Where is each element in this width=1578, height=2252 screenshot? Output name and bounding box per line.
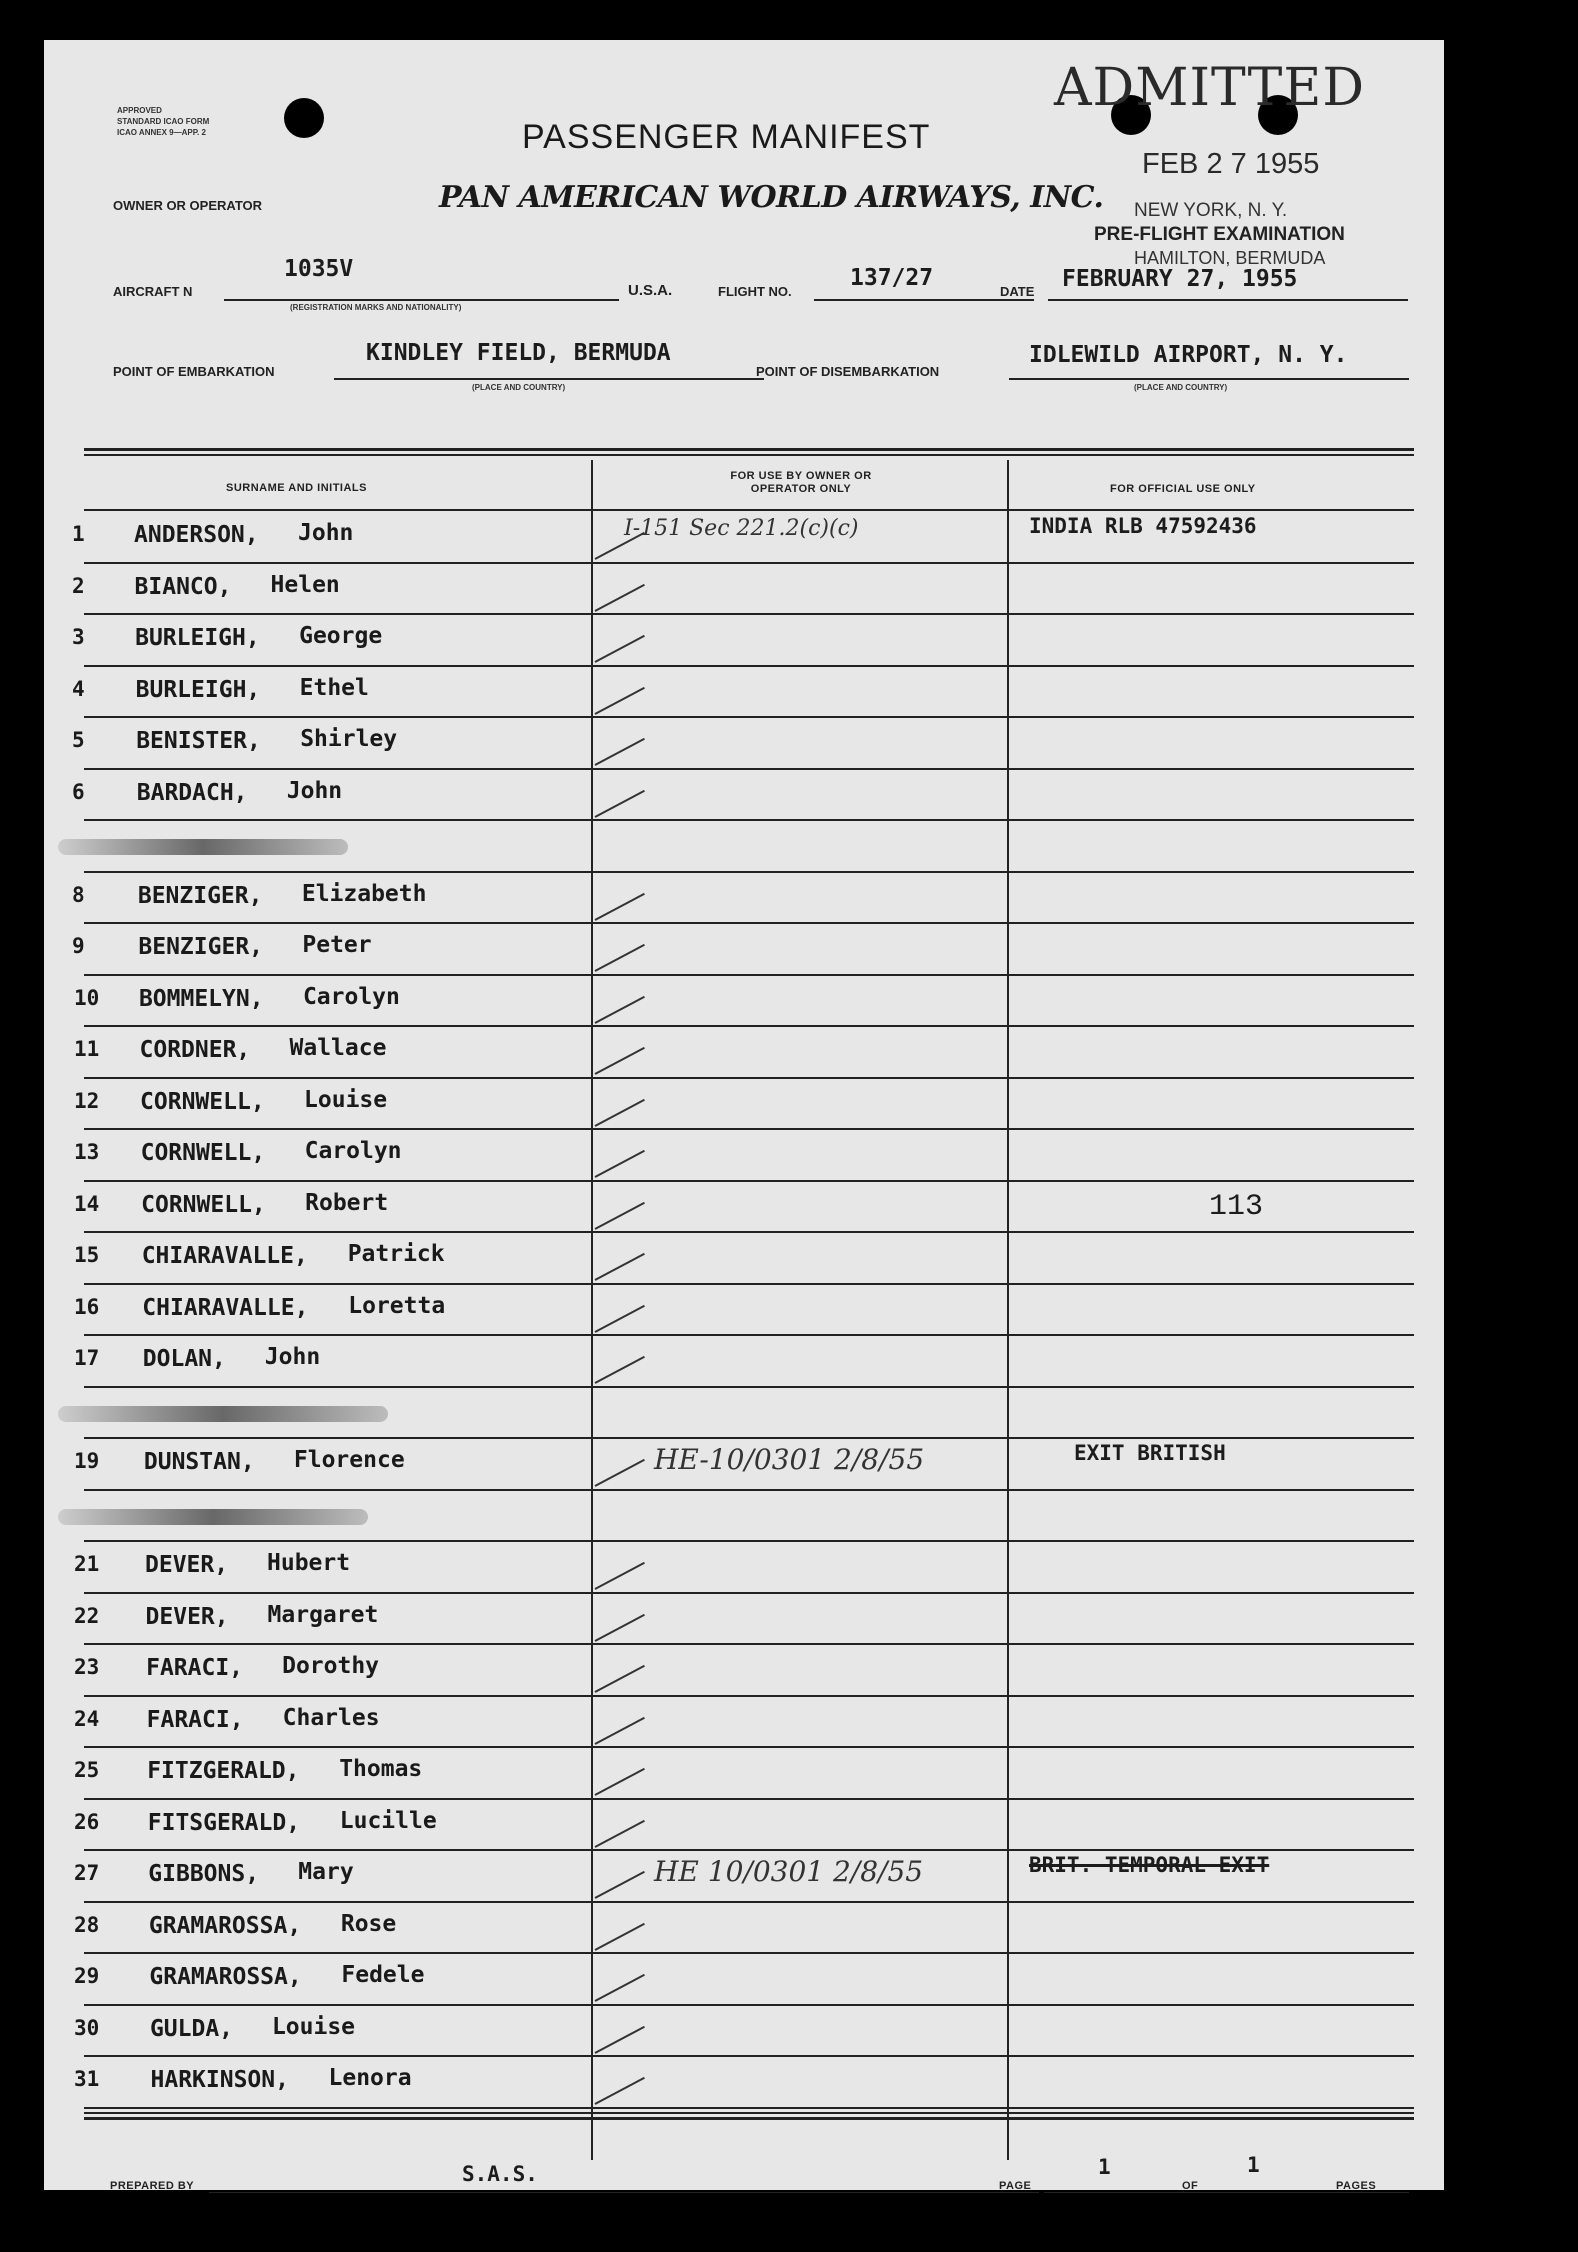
table-row xyxy=(44,1746,1444,1798)
row-number: 9 xyxy=(72,934,85,958)
table-row xyxy=(44,1901,1444,1953)
passenger-surname: BENZIGER, xyxy=(137,883,263,909)
check-mark xyxy=(595,583,645,611)
row-number: 26 xyxy=(74,1810,100,1834)
owner-label: OWNER OR OPERATOR xyxy=(113,198,263,213)
official-note: BRIT. TEMPORAL EXIT xyxy=(1029,1853,1270,1877)
operator-note: I-151 Sec 221.2(c)(c) xyxy=(624,516,859,541)
disembark-line xyxy=(1009,378,1409,380)
table-top-rule xyxy=(84,448,1414,451)
row-separator xyxy=(84,1489,1414,1491)
table-row xyxy=(44,974,1444,1026)
embark-value: KINDLEY FIELD, BERMUDA xyxy=(366,340,671,366)
table-row xyxy=(44,2055,1444,2107)
prepared-label: PREPARED BY xyxy=(110,2180,195,2192)
embark-caption: (PLACE AND COUNTRY) xyxy=(472,383,566,392)
passenger-given-name: Louise xyxy=(271,2014,356,2040)
table-row xyxy=(44,1283,1444,1335)
passenger-surname: BURLEIGH, xyxy=(135,677,261,703)
row-number: 28 xyxy=(74,1913,100,1937)
manifest-page xyxy=(44,40,1444,2190)
passenger-given-name: Elizabeth xyxy=(301,881,427,907)
table-row xyxy=(44,1952,1444,2004)
embark-line xyxy=(334,378,764,380)
flight-line xyxy=(814,299,1034,301)
row-number: 25 xyxy=(74,1758,100,1782)
table-row xyxy=(44,665,1444,717)
table-row xyxy=(44,510,1444,562)
row-number: 13 xyxy=(74,1140,100,1164)
date-value: FEBRUARY 27, 1955 xyxy=(1062,266,1298,292)
passenger-given-name: Mary xyxy=(298,1859,354,1885)
usa-label: U.S.A. xyxy=(628,282,673,299)
redacted-row xyxy=(58,1509,368,1525)
passenger-given-name: Robert xyxy=(305,1190,389,1216)
passenger-surname: DOLAN, xyxy=(142,1346,226,1372)
table-row xyxy=(44,1077,1444,1129)
check-mark xyxy=(595,1201,645,1229)
passenger-surname: DEVER, xyxy=(145,1604,229,1630)
check-mark xyxy=(595,1664,645,1692)
passenger-given-name: Carolyn xyxy=(304,1138,402,1164)
table-row xyxy=(44,613,1444,665)
owner-name: PAN AMERICAN WORLD AIRWAYS, INC. xyxy=(439,180,1104,215)
stamp-date: FEB 2 7 1955 xyxy=(1142,148,1320,180)
page-label: PAGE xyxy=(999,2180,1032,2192)
passenger-surname: BARDACH, xyxy=(136,780,248,806)
row-number: 30 xyxy=(74,2016,100,2040)
row-number: 3 xyxy=(72,625,85,649)
passenger-surname: GRAMAROSSA, xyxy=(148,1913,302,1939)
row-number: 23 xyxy=(74,1655,100,1679)
redacted-row xyxy=(58,1406,388,1422)
disembark-value: IDLEWILD AIRPORT, N. Y. xyxy=(1029,342,1348,368)
check-mark xyxy=(595,995,645,1023)
check-mark xyxy=(595,1458,645,1486)
date-line xyxy=(1048,299,1408,301)
check-mark xyxy=(595,789,645,817)
row-number: 10 xyxy=(74,986,100,1010)
row-number: 19 xyxy=(74,1449,100,1473)
passenger-surname: FARACI, xyxy=(146,1707,244,1733)
check-mark xyxy=(595,737,645,765)
table-row xyxy=(44,1437,1444,1489)
page-title: PASSENGER MANIFEST xyxy=(522,118,931,156)
table-row xyxy=(44,1643,1444,1695)
row-number: 5 xyxy=(72,728,85,752)
official-note: INDIA RLB 47592436 xyxy=(1029,514,1257,538)
row-number: 29 xyxy=(74,1964,100,1988)
passenger-given-name: Shirley xyxy=(300,726,398,752)
official-note: EXIT BRITISH xyxy=(1074,1441,1226,1465)
stamp-location: HAMILTON, BERMUDA xyxy=(1134,248,1326,268)
official-note: 113 xyxy=(1209,1190,1264,1224)
punch-hole xyxy=(284,98,324,138)
row-number: 17 xyxy=(74,1346,100,1370)
table-row xyxy=(44,1849,1444,1901)
passenger-surname: CORNWELL, xyxy=(140,1140,266,1166)
passenger-surname: BENZIGER, xyxy=(138,934,264,960)
passenger-given-name: John xyxy=(286,778,343,804)
passenger-surname: GULDA, xyxy=(149,2016,234,2042)
table-row xyxy=(44,1128,1444,1180)
table-row xyxy=(44,1798,1444,1850)
passenger-surname: BENISTER, xyxy=(136,728,261,754)
passenger-surname: FITSGERALD, xyxy=(147,1810,301,1836)
check-mark xyxy=(595,1098,645,1126)
passenger-surname: ANDERSON, xyxy=(134,522,259,548)
row-number: 21 xyxy=(74,1552,100,1576)
passenger-given-name: Lenora xyxy=(328,2065,412,2091)
check-mark xyxy=(595,686,645,714)
aircraft-caption: (REGISTRATION MARKS AND NATIONALITY) xyxy=(290,303,462,312)
row-number: 16 xyxy=(74,1295,100,1319)
column-header-operator: FOR USE BY OWNER OR OPERATOR ONLY xyxy=(730,470,872,495)
table-row xyxy=(44,716,1444,768)
check-mark xyxy=(595,1870,645,1898)
table-row xyxy=(44,768,1444,820)
aircraft-value: 1035V xyxy=(284,256,354,282)
prepared-value: S.A.S. xyxy=(462,2162,538,2186)
table-top-rule xyxy=(84,454,1414,456)
passenger-surname: FITZGERALD, xyxy=(147,1758,300,1784)
stamp-preflight: PRE-FLIGHT EXAMINATION xyxy=(1094,224,1345,245)
passenger-surname: CORDNER, xyxy=(139,1037,251,1063)
passenger-surname: BIANCO, xyxy=(134,574,232,600)
passenger-given-name: John xyxy=(264,1344,321,1370)
page-line xyxy=(1044,2192,1409,2193)
passenger-surname: CORNWELL, xyxy=(140,1089,265,1115)
table-row xyxy=(44,1540,1444,1592)
row-number: 11 xyxy=(74,1037,100,1061)
table-row xyxy=(44,2004,1444,2056)
table-row xyxy=(44,1334,1444,1386)
operator-note: HE 10/0301 2/8/55 xyxy=(654,1855,924,1888)
passenger-given-name: Fedele xyxy=(341,1962,425,1988)
passenger-surname: BOMMELYN, xyxy=(138,986,264,1012)
flight-value: 137/27 xyxy=(850,265,934,291)
passenger-given-name: Loretta xyxy=(348,1293,446,1319)
check-mark xyxy=(595,634,645,662)
table-row xyxy=(44,1025,1444,1077)
check-mark xyxy=(595,1716,645,1744)
passenger-surname: DEVER, xyxy=(145,1552,229,1578)
check-mark xyxy=(595,1613,645,1641)
of-label: OF xyxy=(1182,2180,1199,2192)
passenger-surname: FARACI, xyxy=(146,1655,244,1681)
passenger-given-name: Helen xyxy=(270,572,340,598)
aircraft-line xyxy=(224,299,619,301)
check-mark xyxy=(595,1046,645,1074)
check-mark xyxy=(595,1922,645,1950)
passenger-given-name: Peter xyxy=(302,932,372,958)
table-row xyxy=(44,922,1444,974)
row-separator xyxy=(84,2107,1414,2109)
passenger-given-name: George xyxy=(299,623,383,649)
check-mark xyxy=(595,1355,645,1383)
check-mark xyxy=(595,1304,645,1332)
table-row xyxy=(44,1592,1444,1644)
column-header-name: SURNAME AND INITIALS xyxy=(226,482,367,494)
table-row xyxy=(44,1231,1444,1283)
table-row xyxy=(44,871,1444,923)
passenger-given-name: Thomas xyxy=(339,1756,423,1782)
check-mark xyxy=(595,1561,645,1589)
table-row xyxy=(44,1695,1444,1747)
row-number: 8 xyxy=(72,883,85,907)
passenger-surname: GRAMAROSSA, xyxy=(149,1964,302,1990)
page-value: 1 xyxy=(1098,2155,1111,2179)
flight-label: FLIGHT NO. xyxy=(718,284,792,299)
passenger-given-name: Dorothy xyxy=(282,1653,380,1679)
row-number: 24 xyxy=(74,1707,100,1731)
check-mark xyxy=(595,943,645,971)
passenger-surname: GIBBONS, xyxy=(148,1861,260,1887)
check-mark xyxy=(595,2025,645,2053)
check-mark xyxy=(595,1252,645,1280)
passenger-given-name: Charles xyxy=(282,1705,380,1731)
passenger-surname: CHIARAVALLE, xyxy=(142,1295,309,1321)
passenger-given-name: Rose xyxy=(340,1911,397,1937)
admitted-stamp: ADMITTED xyxy=(1054,58,1366,118)
row-number: 4 xyxy=(72,677,85,701)
row-number: 12 xyxy=(74,1089,100,1113)
check-mark xyxy=(595,1973,645,2001)
passenger-given-name: Patrick xyxy=(347,1241,445,1267)
row-number: 27 xyxy=(74,1861,100,1885)
aircraft-label: AIRCRAFT N xyxy=(113,284,193,299)
icao-approval-note: APPROVED STANDARD ICAO FORM ICAO ANNEX 9—APP. 2 xyxy=(117,106,210,137)
passenger-surname: BURLEIGH, xyxy=(135,625,260,651)
table-row xyxy=(44,562,1444,614)
table-bottom-rule xyxy=(84,2117,1414,2120)
passenger-given-name: John xyxy=(298,520,354,546)
table-bottom-rule xyxy=(84,2112,1414,2114)
passenger-given-name: Lucille xyxy=(339,1808,437,1834)
pages-value: 1 xyxy=(1247,2153,1260,2177)
passenger-given-name: Louise xyxy=(304,1087,388,1113)
column-header-official: FOR OFFICIAL USE ONLY xyxy=(1110,483,1256,495)
passenger-given-name: Ethel xyxy=(299,675,369,701)
row-number: 6 xyxy=(72,780,85,804)
passenger-given-name: Margaret xyxy=(267,1602,379,1628)
passenger-given-name: Wallace xyxy=(289,1035,387,1061)
passenger-given-name: Florence xyxy=(293,1447,405,1473)
passenger-surname: HARKINSON, xyxy=(150,2067,289,2093)
check-mark xyxy=(595,892,645,920)
check-mark xyxy=(595,1819,645,1847)
check-mark xyxy=(595,1149,645,1177)
embark-label: POINT OF EMBARKATION xyxy=(113,364,275,379)
check-mark xyxy=(595,2076,645,2104)
operator-note: HE-10/0301 2/8/55 xyxy=(654,1443,925,1476)
row-number: 14 xyxy=(74,1192,100,1216)
passenger-given-name: Carolyn xyxy=(302,984,400,1010)
row-number: 1 xyxy=(72,522,85,546)
disembark-label: POINT OF DISEMBARKATION xyxy=(756,364,940,379)
passenger-surname: CORNWELL, xyxy=(141,1192,266,1218)
table-row xyxy=(44,1180,1444,1232)
passenger-surname: CHIARAVALLE, xyxy=(141,1243,308,1269)
date-label: DATE xyxy=(1000,284,1035,299)
row-separator xyxy=(84,1386,1414,1388)
row-number: 2 xyxy=(72,574,85,598)
row-number: 22 xyxy=(74,1604,100,1628)
row-number: 31 xyxy=(74,2067,100,2091)
disembark-caption: (PLACE AND COUNTRY) xyxy=(1134,383,1228,392)
redacted-row xyxy=(58,839,348,855)
row-number: 15 xyxy=(74,1243,100,1267)
pages-label: PAGES xyxy=(1336,2180,1377,2192)
check-mark xyxy=(595,1767,645,1795)
prepared-line xyxy=(209,2192,1039,2193)
stamp-city: NEW YORK, N. Y. xyxy=(1134,200,1288,221)
passenger-surname: DUNSTAN, xyxy=(143,1449,255,1475)
passenger-given-name: Hubert xyxy=(267,1550,351,1576)
